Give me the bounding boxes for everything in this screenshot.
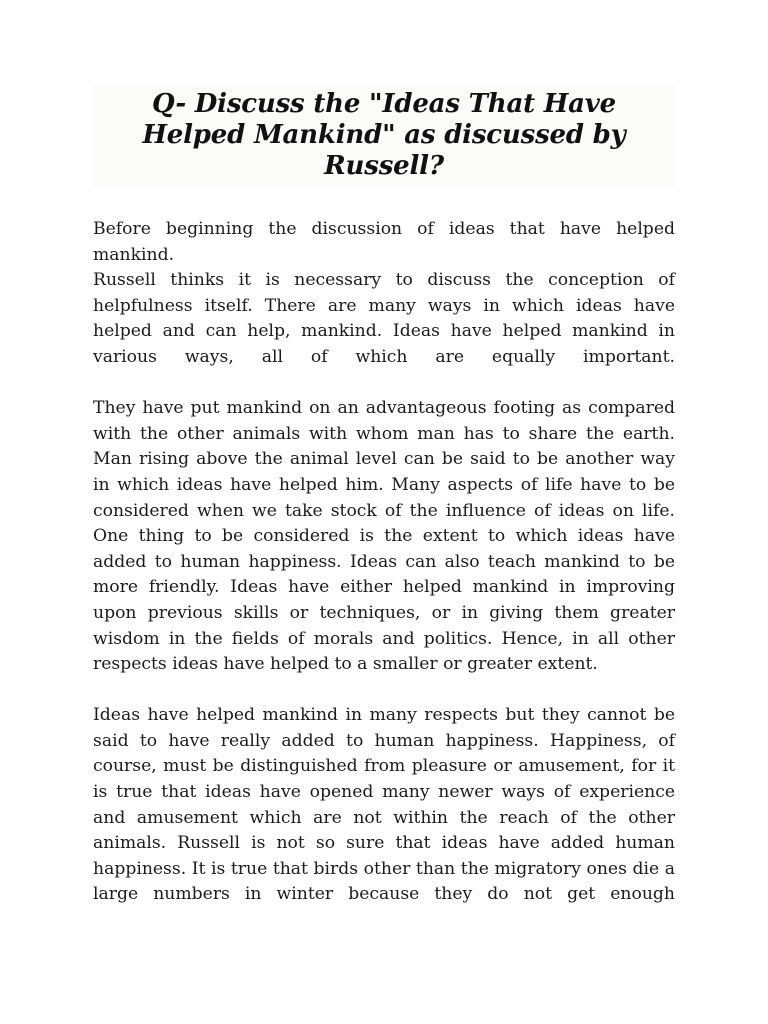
paragraph-happiness: Ideas have helped mankind in many respects but they cannot be said to have really added to human happiness. Happiness, of course, must be distinguished from pleasure or amusement, for it is true that ideas have opened many newer ways of experience and amusement which are not within the reach of the other animals. Russell is not so sure that ideas have added human happiness. It is true that birds other than the migratory ones die a large numbers in winter because they do not get enough (93, 705, 675, 905)
paragraph-gap (93, 371, 675, 397)
paragraph-gap (93, 678, 675, 704)
document-title (93, 89, 675, 182)
title-line-3: Russell? (324, 151, 444, 181)
paragraph-helpfulness: Russell thinks it is necessary to discuss the conception of helpfulness itself. There are many ways in which ideas have helped and can help, mankind. Ideas have helped mankind in various ways, all of which are equally important. (93, 270, 675, 367)
title-line-1: Q- Discuss the "Ideas That Have (151, 89, 617, 119)
title-line-2: Helped Mankind" as discussed by (142, 120, 626, 150)
paragraph-intro: Before beginning the discussion of ideas that have helped mankind. (93, 219, 675, 265)
document-body (93, 217, 675, 908)
paragraph-advantage: They have put mankind on an advantageous footing as compared with the other animals with whom man has to share the earth. Man rising above the animal level can be said to be another way in which ideas have helped him. Many aspects of life have to be considered when we take stock of the influence of ideas on life. One thing to be considered is the extent to which ideas have added to human happiness. Ideas can also teach mankind to be more friendly. Ideas have either helped mankind in improving upon previous skills or techniques, or in giving them greater wisdom in the fields of morals and politics. Hence, in all other respects ideas have helped to a smaller or greater extent. (93, 398, 675, 675)
title-block (93, 85, 675, 188)
